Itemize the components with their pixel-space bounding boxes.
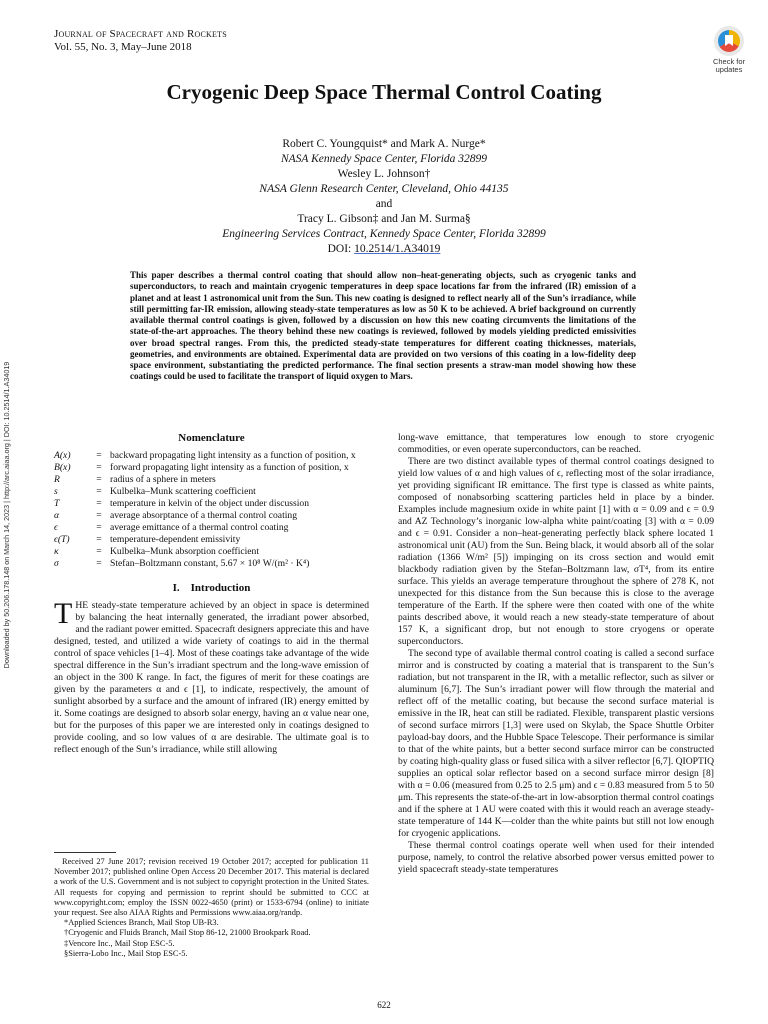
nomenclature-row	[54, 474, 369, 486]
nomenclature-equals: =	[96, 510, 102, 521]
badge-label-1: Check for	[712, 57, 746, 66]
nomenclature-row	[54, 450, 369, 462]
nomenclature-symbol: R	[54, 474, 60, 485]
right-paragraph-3: These thermal control coatings operate well when used for their intended purpose, namely, to control the relative absorbed power versus emitted power to yield spacecraft steady-state temperatures	[398, 840, 714, 875]
author-block	[0, 137, 768, 257]
footnote-3: ‡Vencore Inc., Mail Stop ESC-5.	[64, 938, 175, 948]
left-column	[54, 432, 369, 756]
nomenclature-table	[54, 450, 369, 570]
download-sidebar	[2, 330, 16, 700]
author-line-1: Robert C. Youngquist* and Mark A. Nurge*	[282, 138, 486, 150]
nomenclature-row	[54, 510, 369, 522]
nomenclature-symbol: α	[54, 510, 60, 521]
nomenclature-equals: =	[96, 462, 102, 473]
nomenclature-definition: forward propagating light intensity as a function of position, x	[110, 462, 349, 473]
nomenclature-row	[54, 522, 369, 534]
journal-header	[54, 28, 227, 54]
nomenclature-symbol: B(x)	[54, 462, 71, 473]
nomenclature-row	[54, 462, 369, 474]
intro-paragraph	[54, 597, 369, 756]
nomenclature-definition: Kulbelka–Munk absorption coefficient	[110, 546, 260, 557]
doi-line	[0, 242, 768, 257]
nomenclature-equals: =	[96, 450, 102, 461]
author-line-3: Tracy L. Gibson‡ and Jan M. Surma§	[297, 213, 471, 225]
affiliation-2: NASA Glenn Research Center, Cleveland, Ohio 44135	[259, 183, 509, 195]
nomenclature-row	[54, 546, 369, 558]
nomenclature-definition: Kulbelka–Munk scattering coefficient	[110, 486, 256, 497]
nomenclature-heading: Nomenclature	[178, 432, 245, 444]
nomenclature-definition: temperature in kelvin of the object under discussion	[110, 498, 310, 509]
drop-cap: T	[54, 597, 73, 630]
nomenclature-definition: average emittance of a thermal control coating	[110, 522, 289, 533]
journal-volume: Vol. 55, No. 3, May–June 2018	[54, 41, 192, 53]
nomenclature-definition: Stefan–Boltzmann constant, 5.67 × 10⁸ W/(m² · K⁴)	[110, 558, 310, 569]
nomenclature-symbol: s	[54, 486, 58, 497]
nomenclature-definition: temperature-dependent emissivity	[110, 534, 241, 545]
affiliation-3: Engineering Services Contract, Kennedy Space Center, Florida 32899	[222, 228, 546, 240]
nomenclature-equals: =	[96, 534, 102, 545]
nomenclature-row	[54, 498, 369, 510]
nomenclature-row	[54, 534, 369, 546]
nomenclature-definition: average absorptance of a thermal control coating	[110, 510, 297, 521]
right-paragraph-0: long-wave emittance, that temperatures low enough to store cryogenic commodities, or even operate superconductors, can be reached.	[398, 432, 714, 455]
footnotes	[54, 852, 369, 959]
nomenclature-definition: radius of a sphere in meters	[110, 474, 216, 485]
badge-label-2: updates	[715, 65, 743, 74]
check-for-updates-badge[interactable]	[700, 26, 758, 82]
abstract: This paper describes a thermal control coating that should allow non–heat-generating objects, such as cryogenic tanks and superconductors, to reach and maintain cryogenic temperatures in deep space locations far from the infrared (IR) emission of a planet and at least 1 astronomical unit from the Sun. This new coating is designed to reflect nearly all of the Sun’s irradiance, while still permitting far-IR emission, allowing steady-state temperatures as low as 50 K to be achieved. A brief background on currently available thermal control coatings is given, followed by a discussion on how this new coating circumvents the limitations of the state-of-the-art approaches. The theory behind these new coatings is reviewed, followed by models yielding predicted emissivities over broad spectral ranges. From this, the predicted steady-state temperatures for different coating thicknesses, materials, geometries, and environments are obtained. Experimental data are provided on two versions of this coating in a low-fidelity deep space environment, substantiating the predicted performance. The final section presents a straw-man model showing how these coatings could be used to facilitate the transport of liquid oxygen to Mars.	[130, 270, 636, 382]
right-paragraph-2: The second type of available thermal control coating is called a second surface mirror and is constructed by coating a material that is transparent to the Sun’s radiation, but not transparent in the IR, with a metallic reflector, such as silver or aluminum [6,7]. The Sun’s irradiant power will flow through the material and reflect off of the metallic coating, but because the second surface material is emissive in the IR, heat can still be radiated. Flexible, transparent plastic versions of second surface mirrors [1,3] were used on Skylab, the Space Shuttle Orbiter payload-bay doors, and the Hubble Space Telescope. Their performance is similar to that of the white paints, but a better second surface mirror can be constructed by coating high-quality glass or fused silica with a silver reflector [6,7]. QIOPTIQ supplies an optical solar reflector based on a second surface mirror design [8] with α = 0.06 (measured from 0.25 to 2.5 μm) and ϵ = 0.83 measured from 5 to 50 μm. This represents the state-of-the-art in low-absorption thermal control coatings and if the sphere at 1 AU were coated with this it would reach an average steady-state temperature of 144 K—colder than the white paints but still not low enough for cryogenic applications.	[398, 648, 714, 839]
nomenclature-row	[54, 486, 369, 498]
nomenclature-row	[54, 558, 369, 570]
nomenclature-symbol: ϵ(T)	[54, 534, 70, 545]
nomenclature-equals: =	[96, 546, 102, 557]
nomenclature-equals: =	[96, 558, 102, 569]
received-note: Received 27 June 2017; revision received 19 October 2017; accepted for publication 11 November 2017; published online Open Access 20 December 2017. This material is declared a work of the U.S. Government and is not subject to copyright protection in the United States. All requests for copying and permission to reprint should be submitted to CCC at www.copyright.com; employ the ISSN 0022-4650 (print) or 1533-6794 (online) to initiate your request. See also AIAA Rights and Permissions www.aiaa.org/randp.	[54, 857, 369, 918]
page-number: 622	[377, 1000, 391, 1010]
intro-paragraph-text: HE steady-state temperature achieved by an object in space is determined by balancing the heat internally generated, the irradiant power absorbed, and the radiant power emitted. Spacecraft designers appreciate this and have designed, tested, and utilized a wide variety of coatings to aid in the thermal control of space vehicles [1–4]. Most of these coatings take advantage of the wide spectral difference in the Sun’s irradiant spectrum and the long-wave emission of an object in the 300 K range. In fact, the figures of merit for these coatings are given by the parameters α and ϵ [1], to indicate, respectively, the amount of sunlight absorbed by a surface and the amount of infrared (IR) energy emitted by it. Some coatings are designed to absorb solar energy, having an α value near one, but for the purposes of this paper we are interested only in coatings designed to provide cooling, and so low values of α are desirable. The ultimate goal is to reflect enough of the Sun’s irradiance, while still allowing	[54, 600, 369, 755]
nomenclature-equals: =	[96, 486, 102, 497]
doi-label: DOI:	[327, 243, 352, 255]
nomenclature-equals: =	[96, 474, 102, 485]
nomenclature-symbol: T	[54, 498, 60, 509]
nomenclature-equals: =	[96, 522, 102, 533]
nomenclature-definition: backward propagating light intensity as a function of position, x	[110, 450, 356, 461]
nomenclature-symbol: σ	[54, 558, 59, 569]
footnote-2: †Cryogenic and Fluids Branch, Mail Stop 86-12, 21000 Brookpark Road.	[64, 928, 311, 938]
doi-link[interactable]: 10.2514/1.A34019	[354, 243, 441, 255]
footnote-rule	[54, 852, 116, 853]
paper-title: Cryogenic Deep Space Thermal Control Coating	[166, 80, 602, 104]
introduction-heading: I. Introduction	[172, 582, 251, 594]
footnote-4: §Sierra-Lobo Inc., Mail Stop ESC-5.	[64, 948, 188, 958]
journal-name: Journal of Spacecraft and Rockets	[54, 28, 227, 40]
nomenclature-symbol: ϵ	[54, 522, 58, 533]
download-sidebar-text: Downloaded by 50.206.178.148 on March 14, 2023 | http://arc.aiaa.org | DOI: 10.2514/1.A34019	[2, 361, 11, 669]
nomenclature-equals: =	[96, 498, 102, 509]
nomenclature-symbol: κ	[54, 546, 59, 557]
nomenclature-symbol: A(x)	[54, 450, 71, 461]
right-column	[398, 432, 714, 876]
check-for-updates-icon	[714, 26, 744, 56]
author-line-2: Wesley L. Johnson†	[337, 168, 431, 180]
right-paragraph-1: There are two distinct available types of thermal control coatings designed to yield low values of α and high values of ϵ, reflecting most of the solar irradiance, yet providing significant IR emittance. The first type is classed as white paints, composed of nonabsorbing scattering particles held in place by a binder. Examples include magnesium oxide in white paint [1] with α = 0.09 and ϵ = 0.9 and AZ Technology’s inorganic low-alpha white paint/coating [3] with α = 0.09 and ϵ = 0.91. Consider a non–heat-generating perfectly black sphere located 1 astronomical unit (AU) from the Sun. Being black, it would absorb all of the solar radiation (1366 W/m² [5]) impinging on its cross section and would emit blackbody radiation given by the Stefan–Boltzmann law, σT⁴, from its entire surface. This yields an average temperature throughout the sphere of 278 K, not unexpected for this distance from the Sun because this is close to the average temperature of the Earth. If the sphere were then coated with one of the white paints described above, it would reach a new steady-state temperature of about 157 K, a significant drop, but not enough to store cryogens or operate superconductors.	[398, 456, 714, 647]
affiliation-1: NASA Kennedy Space Center, Florida 32899	[280, 153, 488, 165]
footnote-1: *Applied Sciences Branch, Mail Stop UB-R3.	[64, 918, 219, 928]
author-and: and	[375, 198, 393, 210]
